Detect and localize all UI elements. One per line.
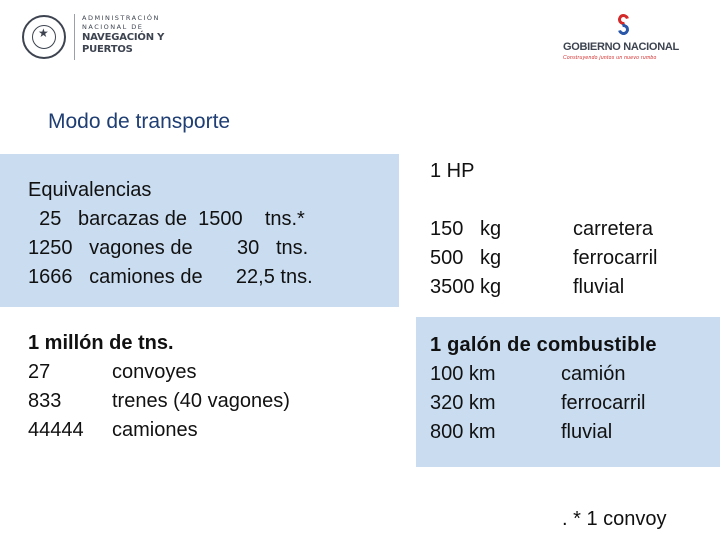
gobierno-nacional-mark-icon (616, 14, 632, 42)
anp-logo (22, 12, 182, 64)
millon-title: 1 millón de tns. (28, 332, 174, 354)
galon-mode: fluvial (561, 421, 613, 443)
galon-qty: 100 km (430, 363, 496, 385)
equivalencias-title: Equivalencias (28, 179, 152, 201)
national-seal-icon: ★ (22, 15, 66, 59)
anp-logo-text (82, 14, 164, 56)
hp-qty: 3500 kg (430, 276, 502, 298)
galon-qty: 320 km (430, 392, 496, 414)
hp-mode: fluvial (573, 276, 625, 298)
hp-title: 1 HP (430, 160, 475, 182)
millon-qty: 833 (28, 390, 62, 412)
galon-mode: ferrocarril (561, 392, 646, 414)
section-title: Modo de transporte (48, 110, 231, 133)
hp-qty: 500 kg (430, 247, 502, 269)
gobierno-nacional-name: GOBIERNO NACIONAL (563, 41, 679, 53)
millon-item: camiones (112, 419, 198, 441)
anp-line-3: NAVEGACIÓN Y (82, 32, 165, 43)
millon-qty: 27 (28, 361, 51, 383)
equivalencias-row: 1250 vagones de 30 tns. (28, 237, 309, 259)
galon-title: 1 galón de combustible (430, 334, 657, 356)
gobierno-nacional-logo (560, 14, 695, 64)
equivalencias-row: 25 barcazas de 1500 tns.* (28, 208, 305, 230)
equivalencias-row: 1666 camiones de 22,5 tns. (28, 266, 313, 288)
millon-item: trenes (40 vagones) (112, 390, 290, 412)
gobierno-nacional-tagline: Construyendo juntos un nuevo rumbo (563, 55, 657, 61)
galon-qty: 800 km (430, 421, 496, 443)
millon-qty: 44444 (28, 419, 84, 441)
anp-line-4: PUERTOS (82, 44, 133, 55)
hp-mode: ferrocarril (573, 247, 658, 269)
millon-item: convoyes (112, 361, 197, 383)
hp-qty: 150 kg (430, 218, 502, 240)
anp-line-2: NACIONAL DE (82, 23, 144, 31)
footnote: . * 1 convoy (562, 508, 667, 530)
anp-line-1: ADMINISTRACIÓN (82, 14, 160, 22)
galon-mode: camión (561, 363, 626, 385)
hp-mode: carretera (573, 218, 654, 240)
logo-divider (74, 14, 75, 60)
